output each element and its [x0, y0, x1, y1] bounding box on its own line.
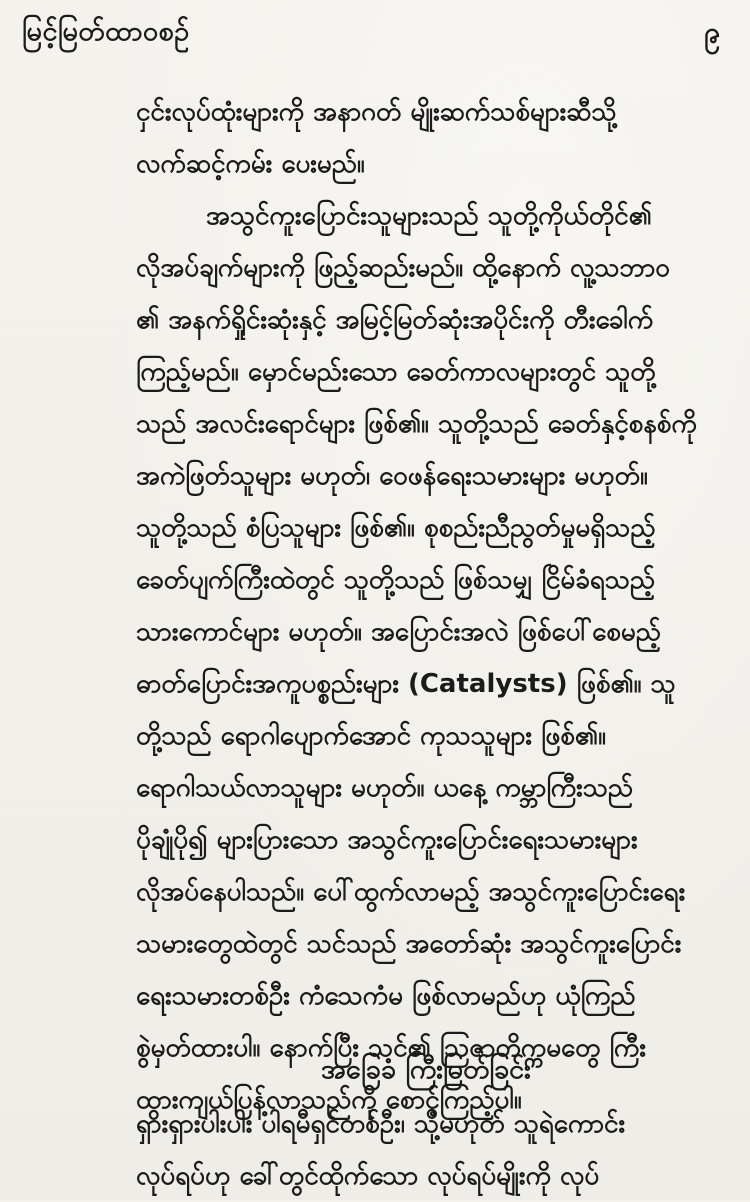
text-line: ပိုချုံပို၍ များပြားသော အသွင်ကူးပြောင်းရေးသမားများ: [136, 825, 638, 855]
section-paragraph: [136, 1098, 716, 1202]
text-line: လုပ်ရပ်ဟု ခေါ်တွင်ထိုက်သော လုပ်ရပ်မျိုးကို လုပ်: [136, 1161, 600, 1191]
text-line: ၏ အနက်ရှိုင်းဆုံးနှင့် အမြင့်မြတ်ဆုံးအပိုင်းကို တီးခေါက်: [136, 305, 654, 335]
text-line: အကဲဖြတ်သူများ မဟုတ်၊ ဝေဖန်ရေးသမားများ မဟုတ်။: [136, 461, 648, 491]
text-line: တို့သည် ရောဂါပျောက်အောင် ကုသသူများ ဖြစ်၏။: [136, 721, 606, 751]
text-line: သမားတွေထဲတွင် သင်သည် အတော်ဆုံး အသွင်ကူးပြောင်း: [136, 929, 682, 959]
text-line: လိုအပ်ချက်များကို ဖြည့်ဆည်းမည်။ ထို့နောက် လူ့သဘာဝ: [136, 253, 670, 283]
text-line: သားကောင်များ မဟုတ်။ အပြောင်းအလဲ ဖြစ်ပေါ်စေမည့်: [136, 617, 661, 647]
text-line: လက်ဆင့်ကမ်း ပေးမည်။: [136, 149, 365, 179]
text-line: အသွင်ကူးပြောင်းသူများသည် သူတို့ကိုယ်တိုင်၏: [206, 201, 652, 231]
text-line: ထွားကျယ်ပြန့်လာသည်ကို စောင့်ကြည့်ပါ။: [136, 1085, 522, 1115]
text-line: သည် အလင်းရောင်များ ဖြစ်၏။ သူတို့သည် ခေတ်နှင့်စနစ်ကို: [136, 409, 697, 439]
section-heading: အခြေခံ ကြီးမြတ်ခြင်း: [321, 1054, 531, 1085]
text-line: ခေတ်ပျက်ကြီးထဲတွင် သူတို့သည် ဖြစ်သမျှ ငြိမ်ခံရသည့်: [136, 565, 656, 595]
body-paragraph: [136, 86, 716, 1126]
text-line: စွဲမှတ်ထားပါ။ နောက်ပြီး သင်၏ ဩဇာတိက္ကမတွေ ကြီး: [136, 1033, 646, 1063]
text-line: ဓာတ်ပြောင်းအကူပစ္စည်းများ (Catalysts) ဖြစ်၏။ သူ: [136, 669, 676, 699]
text-line: ရောဂါသယ်လာသူများ မဟုတ်။ ယနေ့ ကမ္ဘာကြီးသည်: [136, 773, 634, 803]
running-head: မြင့်မြတ်ထာဝစဉ်: [22, 16, 190, 47]
page-number: ၉: [704, 16, 720, 49]
text-line: သူတို့သည် စံပြသူများ ဖြစ်၏။ စုစည်းညီညွတ်မှုမရှိသည့်: [136, 513, 656, 543]
text-line: လိုအပ်နေပါသည်။ ပေါ်ထွက်လာမည့် အသွင်ကူးပြောင်းရေး: [136, 877, 686, 907]
text-line: ကြည့်မည်။ မှောင်မည်းသော ခေတ်ကာလများတွင် သူတို့: [136, 357, 656, 387]
text-line: ငှင်းလုပ်ထုံးများကို အနာဂတ် မျိုးဆက်သစ်များဆီသို့: [136, 97, 617, 127]
text-line: ရေးသမားတစ်ဦး ကံသေကံမ ဖြစ်လာမည်ဟု ယုံကြည်: [136, 981, 636, 1011]
text-line: ရှားရှားပါးပါး ပါရမီရှင်တစ်ဦး၊ သို့မဟုတ် သူရဲကောင်း: [136, 1109, 626, 1139]
